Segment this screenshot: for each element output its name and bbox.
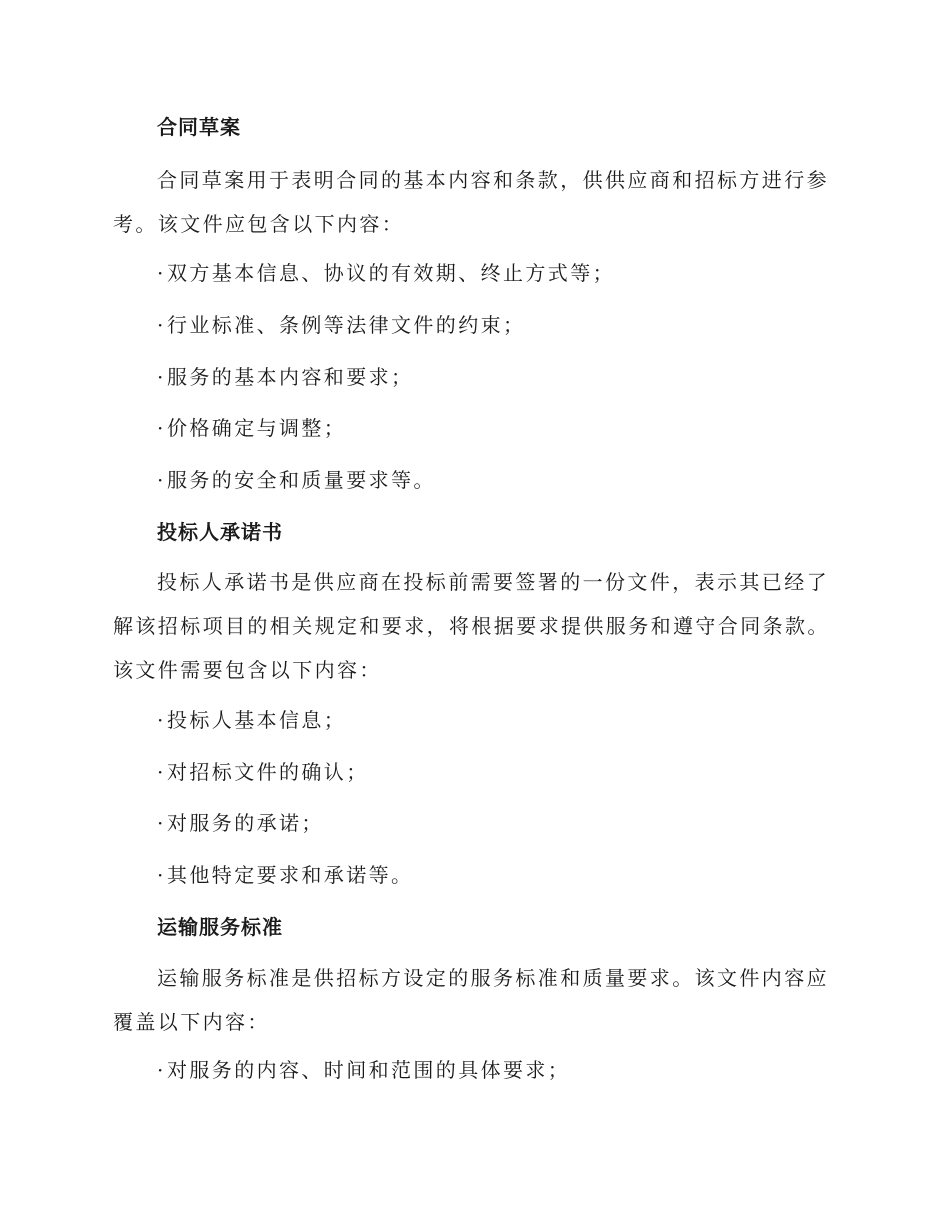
- paragraph-text: 运输服务标准是供招标方设定的服务标准和质量要求。该文件内容应覆盖以下内容：: [113, 966, 829, 1034]
- list-item-text: 行业标准、条例等法律文件的约束；: [167, 313, 526, 337]
- list-item: [157, 363, 413, 391]
- list-item: [157, 706, 346, 734]
- list-item: [157, 1056, 570, 1084]
- list-item-text: 服务的基本内容和要求；: [167, 365, 414, 389]
- list-item-text: 对招标文件的确认；: [167, 760, 369, 784]
- list-item: [157, 414, 346, 442]
- bullet-dot: ·: [157, 365, 164, 389]
- list-item-text: 服务的安全和质量要求等。: [167, 468, 436, 492]
- list-item: [157, 809, 324, 837]
- list-item: [157, 311, 525, 339]
- section-paragraph: [113, 158, 833, 246]
- bullet-dot: ·: [157, 416, 164, 440]
- section-heading: 运输服务标准: [157, 915, 283, 939]
- bullet-dot: ·: [157, 1058, 164, 1082]
- list-item-text: 对服务的内容、时间和范围的具体要求；: [167, 1058, 571, 1082]
- list-item-text: 对服务的承诺；: [167, 811, 324, 835]
- bullet-dot: ·: [157, 863, 164, 887]
- section-heading: 合同草案: [157, 115, 241, 139]
- section-paragraph: [113, 956, 833, 1044]
- section-paragraph: [113, 560, 833, 692]
- paragraph-text: 合同草案用于表明合同的基本内容和条款，供供应商和招标方进行参考。该文件应包含以下内容：: [113, 168, 829, 236]
- list-item-text: 其他特定要求和承诺等。: [167, 863, 414, 887]
- list-item-text: 投标人基本信息；: [167, 708, 347, 732]
- list-item: [157, 466, 436, 494]
- section-heading: 投标人承诺书: [157, 520, 283, 544]
- bullet-dot: ·: [157, 468, 164, 492]
- bullet-dot: ·: [157, 708, 164, 732]
- bullet-dot: ·: [157, 760, 164, 784]
- bullet-dot: ·: [157, 313, 164, 337]
- list-item: [157, 861, 413, 889]
- list-item-text: 双方基本信息、协议的有效期、终止方式等；: [167, 261, 615, 285]
- list-item: [157, 758, 369, 786]
- bullet-dot: ·: [157, 261, 164, 285]
- list-item-text: 价格确定与调整；: [167, 416, 347, 440]
- bullet-dot: ·: [157, 811, 164, 835]
- list-item: [157, 259, 615, 287]
- paragraph-text: 投标人承诺书是供应商在投标前需要签署的一份文件，表示其已经了解该招标项目的相关规定和要求，将根据要求提供服务和遵守合同条款。该文件需要包含以下内容：: [113, 570, 830, 682]
